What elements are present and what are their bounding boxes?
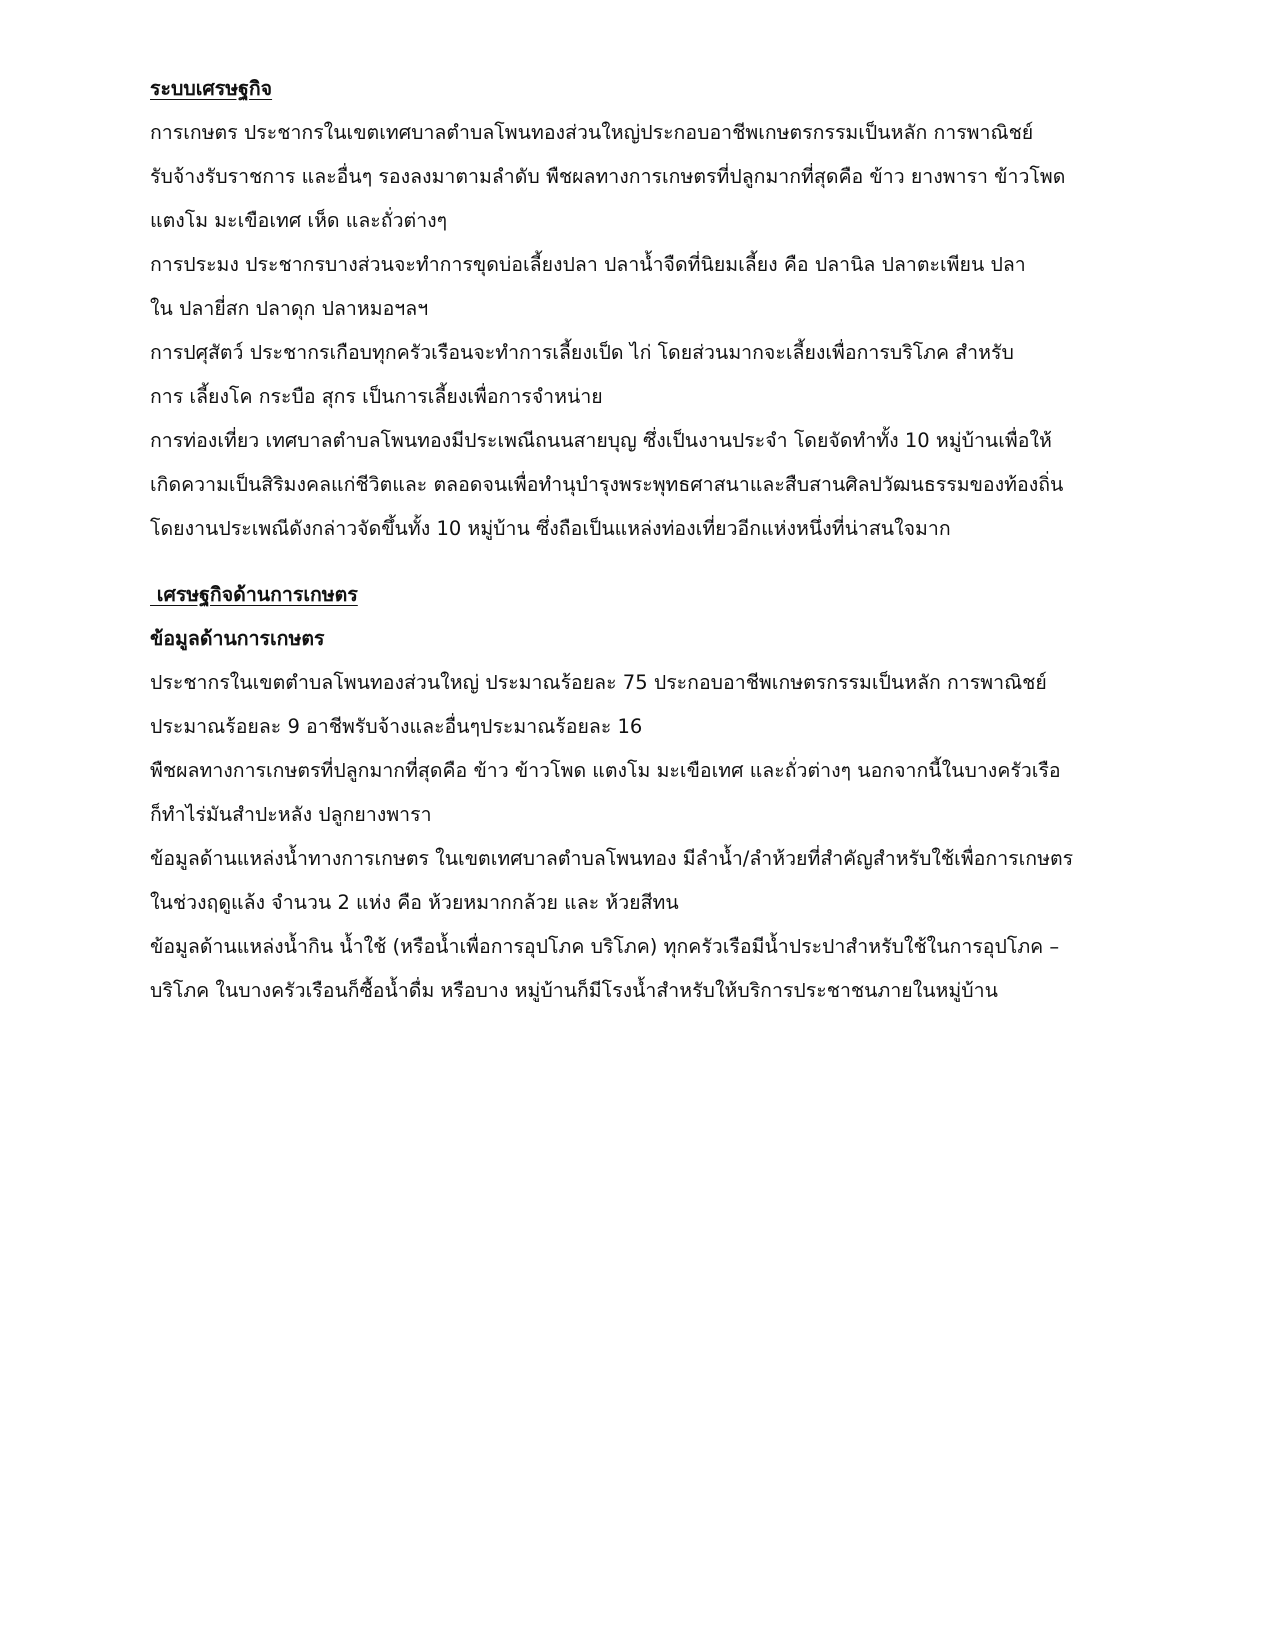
subheading-agriculture-data: ข้อมูลด้านการเกษตร xyxy=(150,627,325,650)
paragraph-line: การปศุสัตว์ ประชากรเกือบทุกครัวเรือนจะทำการเลี้ยงเป็ด ไก่ โดยส่วนมากจะเลี้ยงเพื่อการบริโภค สำหรับ xyxy=(150,341,1014,364)
paragraph-line: การ เลี้ยงโค กระบือ สุกร เป็นการเลี้ยงเพื่อการจำหน่าย xyxy=(150,385,603,408)
paragraph-line: บริโภค ในบางครัวเรือนก็ซื้อน้ำดื่ม หรือบาง หมู่บ้านก็มีโรงน้ำสำหรับให้บริการประชาชนภายในหมู่บ้าน xyxy=(150,979,998,1002)
paragraph-line: รับจ้างรับราชการ และอื่นๆ รองลงมาตามลำดับ พืชผลทางการเกษตรที่ปลูกมากที่สุดคือ ข้าว ยางพารา ข้าวโพด xyxy=(150,165,1066,188)
paragraph-line: ประมาณร้อยละ 9 อาชีพรับจ้างและอื่นๆประมาณร้อยละ 16 xyxy=(150,715,643,738)
paragraph-line: เกิดความเป็นสิริมงคลแก่ชีวิตและ ตลอดจนเพื่อทำนุบำรุงพระพุทธศาสนาและสืบสานศิลปวัฒนธรรมของท้องถิ่น xyxy=(150,473,1064,496)
paragraph-line: ข้อมูลด้านแหล่งน้ำทางการเกษตร ในเขตเทศบาลตำบลโพนทอง มีลำน้ำ/ลำห้วยที่สำคัญสำหรับใช้เพื่อการเกษตร xyxy=(150,847,1074,870)
paragraph-line: ข้อมูลด้านแหล่งน้ำกิน น้ำใช้ (หรือน้ำเพื่อการอุปโภค บริโภค) ทุกครัวเรือมีน้ำประปาสำหรับใช้ในการอุปโภค – xyxy=(150,935,1060,958)
paragraph-line: ก็ทำไร่มันสำปะหลัง ปลูกยางพารา xyxy=(150,803,432,826)
paragraph-line: การประมง ประชากรบางส่วนจะทำการขุดบ่อเลี้ยงปลา ปลาน้ำจืดที่นิยมเลี้ยง คือ ปลานิล ปลาตะเพียน ปลา xyxy=(150,253,1026,276)
paragraph-line: ในช่วงฤดูแล้ง จำนวน 2 แห่ง คือ ห้วยหมากกล้วย และ ห้วยสีทน xyxy=(150,891,679,914)
paragraph-line: ประชากรในเขตตำบลโพนทองส่วนใหญ่ ประมาณร้อยละ 75 ประกอบอาชีพเกษตรกรรมเป็นหลัก การพาณิชย์ xyxy=(150,671,1047,694)
paragraph-line: แตงโม มะเขือเทศ เห็ด และถั่วต่างๆ xyxy=(150,209,448,232)
document-page xyxy=(150,72,1150,1018)
paragraph-line: การท่องเที่ยว เทศบาลตำบลโพนทองมีประเพณีถนนสายบุญ ซึ่งเป็นงานประจำ โดยจัดทำทั้ง 10 หมู่บ้านเพื่อให้ xyxy=(150,429,1052,452)
paragraph-line: ใน ปลายี่สก ปลาดุก ปลาหมอฯลฯ xyxy=(150,297,429,320)
paragraph-line: พืชผลทางการเกษตรที่ปลูกมากที่สุดคือ ข้าว ข้าวโพด แตงโม มะเขือเทศ และถั่วต่างๆ นอกจากนี้ในบางครัวเรือ xyxy=(150,759,1061,782)
section-heading-economy: ระบบเศรษฐกิจ xyxy=(150,77,273,100)
section-heading-agriculture-economy: เศรษฐกิจด้านการเกษตร xyxy=(150,583,358,606)
paragraph-line: โดยงานประเพณีดังกล่าวจัดขึ้นทั้ง 10 หมู่บ้าน ซึ่งถือเป็นแหล่งท่องเที่ยวอีกแห่งหนึ่งที่น่าสนใจมาก xyxy=(150,517,951,540)
section-gap xyxy=(150,556,1150,578)
paragraph-line: การเกษตร ประชากรในเขตเทศบาลตำบลโพนทองส่วนใหญ่ประกอบอาชีพเกษตรกรรมเป็นหลัก การพาณิชย์ xyxy=(150,121,1034,144)
